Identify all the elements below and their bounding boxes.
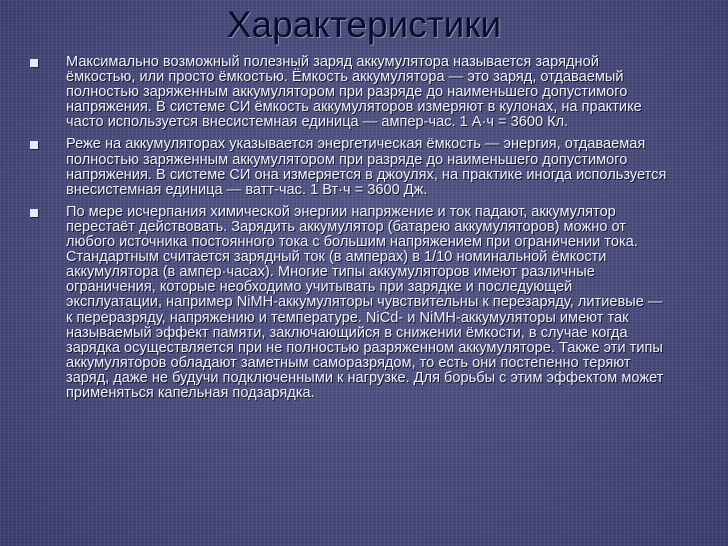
bullet-text: По мере исчерпания химической энергии напряжение и ток падают, аккумулятор перестаёт действовать. Зарядить аккумулятор (батарею аккумуляторов) можно от любого источника постоянного тока с большим напряжением при ограничении тока. Стандартным считается зарядный ток (в амперах) в 1/10 номинальной ёмкости аккумулятора (в ампер·часах). Многие типы аккумуляторов имеют различные ограничения, которые необходимо учитывать при зарядке и последующей эксплуатации, например NiMH-аккумуляторы чувствительны к перезаряду, литиевые — к переразряду, напряжению и температуре. NiCd- и NiMH-аккумуляторы имеют так называемый эффект памяти, заключающийся в снижении ёмкости, в случае когда зарядка осуществляется при не полностью разряженном аккумуляторе. Также эти типы аккумуляторов обладают заметным саморазрядом, то есть они постепенно теряют заряд, даже не будучи подключенными к нагрузке. Для борьбы с этим эффектом может применяться капельная подзарядка. <box>66 203 664 401</box>
bullet-item <box>30 55 670 130</box>
slide-title: Характеристики <box>226 4 502 45</box>
square-bullet-icon <box>30 141 40 151</box>
bullet-text: Максимально возможный полезный заряд аккумулятора называется зарядной ёмкостью, или просто ёмкостью. Ёмкость аккумулятора — это заряд, отдаваемый полностью заряженным аккумулятором при разряде до наименьшего допустимого напряжения. В системе СИ ёмкость аккумуляторов измеряют в кулонах, на практике часто используется внесистемная единица — ампер-час. 1 А·ч = 3600 Кл. <box>66 54 642 131</box>
bullet-list <box>30 55 670 401</box>
bullet-item <box>30 137 670 197</box>
bullet-text: Реже на аккумуляторах указывается энергетическая ёмкость — энергия, отдаваемая полностью заряженным аккумулятором при разряде до наименьшего допустимого напряжения. В системе СИ она измеряется в джоулях, на практике иногда используется внесистемная единица — ватт-час. 1 Вт·ч = 3600 Дж. <box>66 136 667 198</box>
bullet-item <box>30 205 670 401</box>
square-bullet-icon <box>30 59 40 69</box>
square-bullet-icon <box>30 209 40 219</box>
